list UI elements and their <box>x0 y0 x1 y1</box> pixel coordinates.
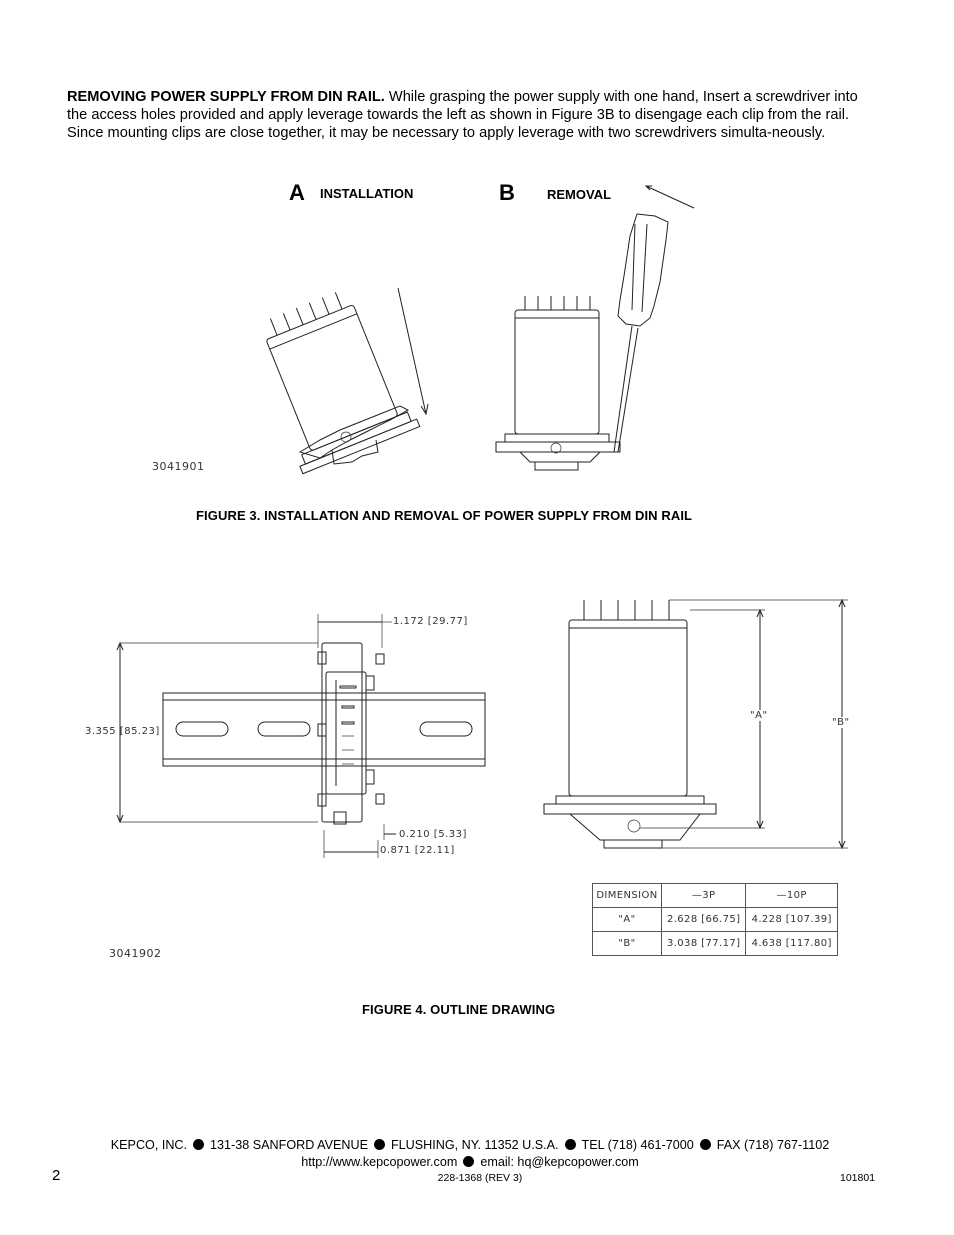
table-header-cell: —3P <box>662 884 746 908</box>
figure3b-drawing <box>496 186 694 470</box>
table-cell: 3.038 [77.17] <box>662 932 746 956</box>
table-cell: "A" <box>593 908 662 932</box>
footer-contact-line <box>80 1138 860 1152</box>
dim-a-label: "A" <box>750 710 768 721</box>
dim-height-label: 3.355 [85.23] <box>85 726 160 737</box>
dim-depth-label: 0.871 [22.11] <box>380 845 455 856</box>
table-header-cell: —10P <box>746 884 838 908</box>
intro-heading: REMOVING POWER SUPPLY FROM DIN RAIL. <box>67 89 385 105</box>
footer-company: KEPCO, INC. <box>110 1138 188 1152</box>
bullet-icon <box>700 1139 711 1150</box>
intro-body: While grasping the power supply with one hand, Insert a screwdriver into the access holes provided and apply leverage towards the left as shown in Figure 3B to disengage each clip from the rail. Since mounting clips are close together, it may be necessary to apply leverage with two screwdrivers simulta-neously. <box>67 89 858 141</box>
table-cell: 4.638 [117.80] <box>746 932 838 956</box>
figure3-label-removal: REMOVAL <box>547 187 612 202</box>
dim-b-label: "B" <box>832 717 850 728</box>
figure4-drawing-number: 3041902 <box>109 947 162 960</box>
dim-small-label: 0.210 [5.33] <box>399 829 467 840</box>
figure4-front-view <box>117 614 485 858</box>
table-cell: 4.228 [107.39] <box>746 908 838 932</box>
dimension-table <box>592 883 838 956</box>
footer-address: 131-38 SANFORD AVENUE <box>210 1138 368 1152</box>
figure3-letter-a: A <box>289 180 305 205</box>
bullet-icon <box>374 1139 385 1150</box>
bullet-icon <box>565 1139 576 1150</box>
figure3-caption: FIGURE 3. INSTALLATION AND REMOVAL OF POWER SUPPLY FROM DIN RAIL <box>196 508 693 523</box>
figure4-caption: FIGURE 4. OUTLINE DRAWING <box>362 1002 556 1017</box>
footer-email-link[interactable]: email: hq@kepcopower.com <box>480 1155 639 1169</box>
doc-number: 228-1368 (REV 3) <box>437 1172 523 1184</box>
bullet-icon <box>193 1139 204 1150</box>
footer-city: FLUSHING, NY. 11352 U.S.A. <box>390 1138 559 1152</box>
table-cell: "B" <box>593 932 662 956</box>
figure3-drawing-number: 3041901 <box>152 460 205 473</box>
page-number: 2 <box>52 1167 61 1184</box>
figure4-side-view <box>544 600 848 848</box>
footer-web-line <box>80 1155 860 1169</box>
table-cell: 2.628 [66.75] <box>662 908 746 932</box>
table-row <box>593 932 838 956</box>
dim-width-label: 1.172 [29.77] <box>393 616 468 627</box>
figure3a-drawing <box>244 282 428 474</box>
footer-web-link[interactable]: http://www.kepcopower.com <box>301 1155 458 1169</box>
figure3-letter-b: B <box>499 180 515 205</box>
table-header-row <box>593 884 838 908</box>
footer-tel: TEL (718) 461-7000 <box>581 1138 694 1152</box>
figure3-label-installation: INSTALLATION <box>320 186 414 201</box>
footer-fax: FAX (718) 767-1102 <box>716 1138 830 1152</box>
table-row <box>593 908 838 932</box>
date-code: 101801 <box>840 1172 876 1184</box>
table-header-cell: DIMENSION <box>593 884 662 908</box>
bullet-icon <box>463 1156 474 1167</box>
